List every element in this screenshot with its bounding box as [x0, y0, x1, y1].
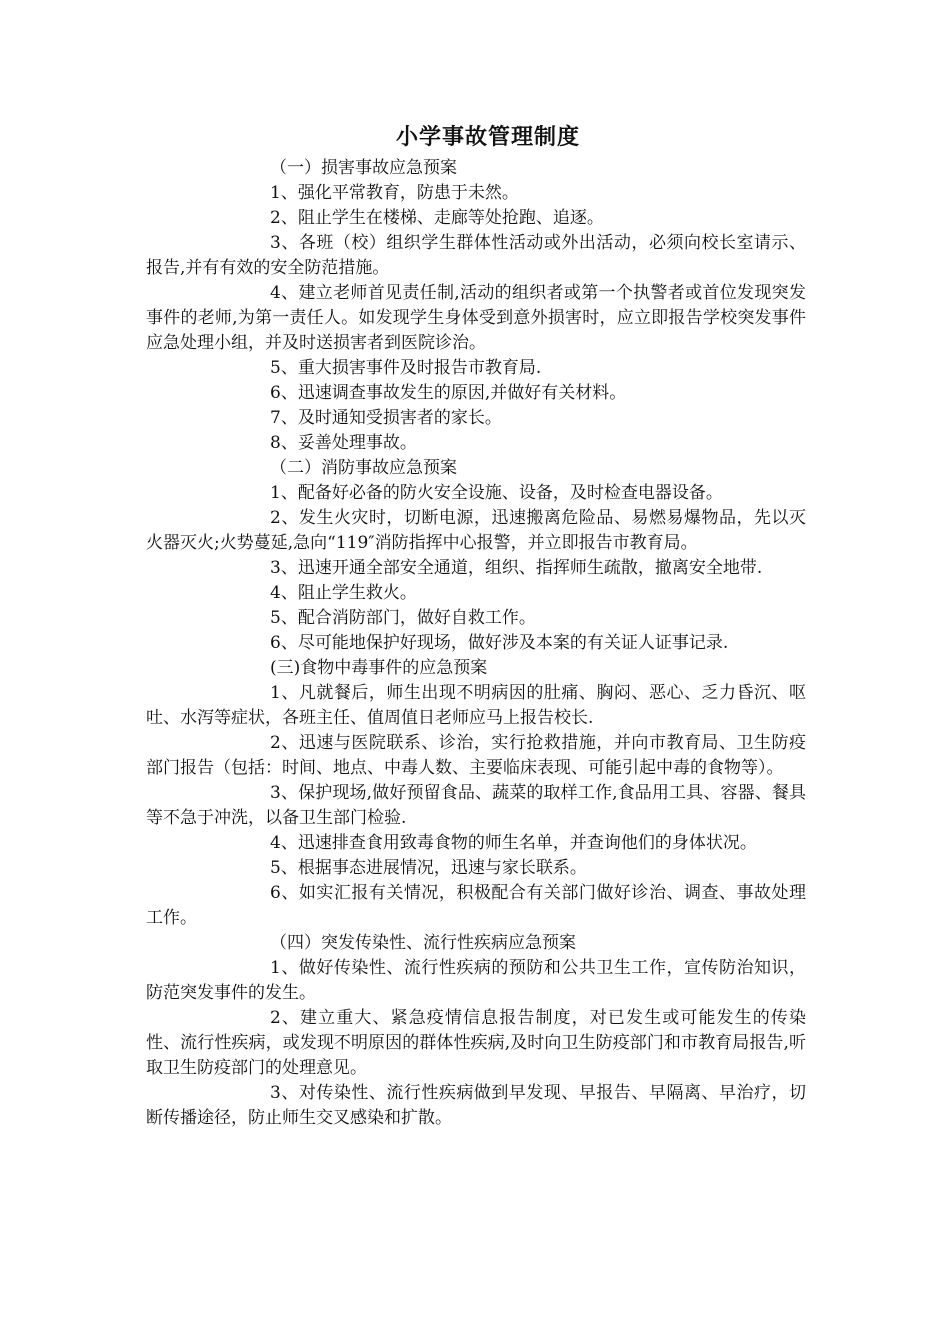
- list-item: 1、配备好必备的防火安全设施、设备，及时检查电器设备。: [270, 483, 723, 503]
- list-item: 5、配合消防部门，做好自救工作。: [270, 608, 536, 628]
- section: [146, 156, 806, 456]
- list-item: 4、建立老师首见责任制,活动的组织者或第一个执警者或首位发现突发事件的老师,为第一责任人。如发现学生身体受到意外损害时，应立即报告学校突发事件应急处理小组，并及时送损害者到医院诊治。: [146, 283, 806, 353]
- list-item: 7、及时通知受损害者的家长。: [270, 408, 502, 428]
- list-item: 5、根据事态进展情况，迅速与家长联系。: [270, 858, 587, 878]
- document-page: [146, 118, 806, 1131]
- section: [146, 931, 806, 1131]
- section: [146, 456, 806, 656]
- list-item: 1、强化平常教育，防患于未然。: [270, 183, 519, 203]
- document-body: [146, 156, 806, 1131]
- section-heading: （一）损害事故应急预案: [270, 158, 457, 178]
- list-item: 3、保护现场,做好预留食品、蔬菜的取样工作,食品用工具、容器、餐具等不急于冲洗，以备卫生部门检验.: [146, 783, 806, 828]
- list-item: 2、迅速与医院联系、诊治，实行抢救措施，并向市教育局、卫生防疫部门报告（包括：时间、地点、中毒人数、主要临床表现、可能引起中毒的食物等）。: [146, 733, 806, 778]
- section-heading: (三)食物中毒事件的应急预案: [270, 658, 488, 678]
- section: [146, 656, 806, 931]
- list-item: 6、迅速调查事故发生的原因,并做好有关材料。: [270, 383, 627, 403]
- list-item: 3、迅速开通全部安全通道，组织、指挥师生疏散，撤离安全地带.: [270, 558, 763, 578]
- section-heading: （二）消防事故应急预案: [270, 458, 457, 478]
- list-item: 2、发生火灾时，切断电源，迅速搬离危险品、易燃易爆物品，先以灭火器灭火;火势蔓延,急向“119″消防指挥中心报警，并立即报告市教育局。: [146, 508, 806, 553]
- list-item: 1、凡就餐后，师生出现不明病因的肚痛、胸闷、恶心、乏力昏沉、呕吐、水泻等症状，各班主任、值周值日老师应马上报告校长.: [146, 683, 806, 728]
- list-item: 3、对传染性、流行性疾病做到早发现、早报告、早隔离、早治疗，切断传播途径，防止师生交叉感染和扩散。: [146, 1083, 806, 1128]
- list-item: 2、阻止学生在楼梯、走廊等处抢跑、追逐。: [270, 208, 604, 228]
- list-item: 5、重大损害事件及时报告市教育局.: [270, 358, 542, 378]
- section-heading: （四）突发传染性、流行性疾病应急预案: [270, 933, 576, 953]
- list-item: 8、妥善处理事故。: [270, 433, 417, 453]
- list-item: 1、做好传染性、流行性疾病的预防和公共卫生工作，宣传防治知识，防范突发事件的发生。: [146, 958, 806, 1003]
- list-item: 6、如实汇报有关情况，积极配合有关部门做好诊治、调查、事故处理工作。: [146, 883, 806, 928]
- document-title: 小学事故管理制度: [395, 124, 580, 150]
- list-item: 6、尽可能地保护好现场，做好涉及本案的有关证人证事记录.: [270, 633, 729, 653]
- list-item: 4、迅速排查食用致毒食物的师生名单，并查询他们的身体状况。: [270, 833, 757, 853]
- list-item: 2、建立重大、紧急疫情信息报告制度，对已发生或可能发生的传染性、流行性疾病，或发现不明原因的群体性疾病,及时向卫生防疫部门和市教育局报告,听取卫生防疫部门的处理意见。: [146, 1008, 806, 1078]
- list-item: 4、阻止学生救火。: [270, 583, 417, 603]
- list-item: 3、各班（校）组织学生群体性活动或外出活动，必须向校长室请示、报告,并有有效的安全防范措施。: [146, 233, 806, 278]
